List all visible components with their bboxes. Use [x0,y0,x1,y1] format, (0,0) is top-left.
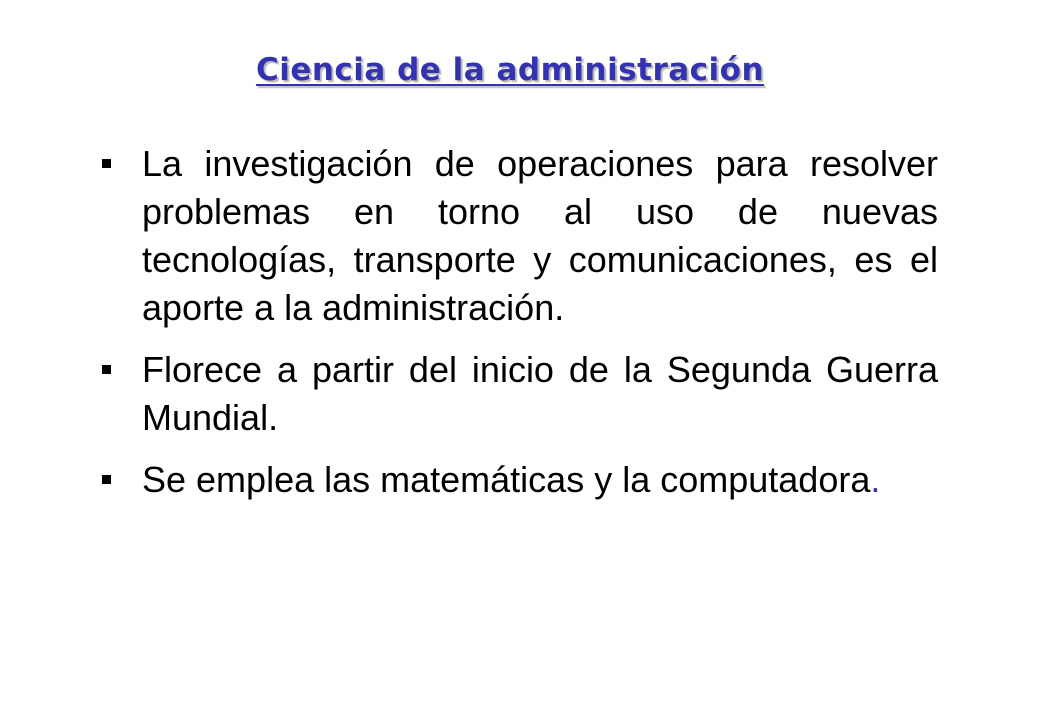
bullet-text: Florece a partir del inicio de la Segunda Guerra Mundial. [142,349,938,438]
bullet-item [100,346,938,442]
square-bullet-icon [102,475,111,484]
bullet-text: Se emplea las matemáticas y la computadora [142,459,871,500]
bullet-item [100,140,938,332]
slide-title: Ciencia de la administración [255,52,765,88]
square-bullet-icon [102,159,111,168]
bullet-list [100,140,938,518]
bullet-trailing-period: . [870,459,881,500]
square-bullet-icon [102,365,111,374]
bullet-text: La investigación de operaciones para resolver problemas en torno al uso de nuevas tecnologías, transporte y comunicaciones, es el aporte a la administración. [142,143,938,328]
bullet-item [100,456,938,504]
